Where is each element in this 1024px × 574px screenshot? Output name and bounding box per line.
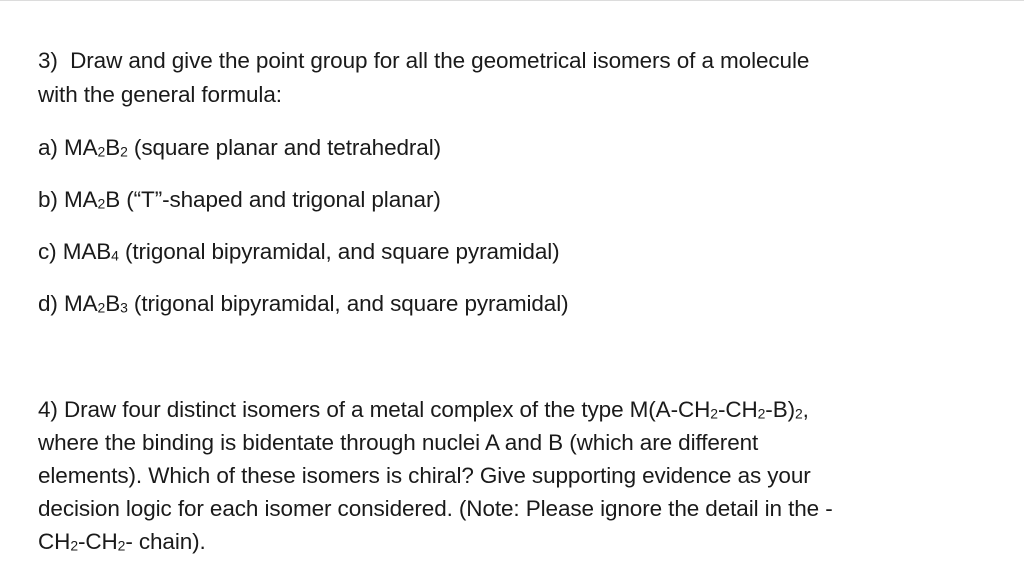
item-description: (trigonal bipyramidal, and square pyramidal) <box>133 291 569 316</box>
formula-subscript: 3 <box>120 299 128 316</box>
formula-text: B <box>105 135 121 160</box>
q3-item-c <box>38 241 560 264</box>
q4-text: , <box>802 397 809 422</box>
formula-subscript: 2 <box>117 537 126 554</box>
q4-line-3 <box>38 465 811 488</box>
q4-text: -CH <box>77 529 118 554</box>
formula-subscript: 2 <box>757 405 766 422</box>
formula-subscript: 2 <box>120 143 128 160</box>
q4-line-2 <box>38 432 758 455</box>
q3-prompt-line-1: Draw and give the point group for all the geometrical isomers of a molecule <box>70 48 810 73</box>
q3-item-d <box>38 293 568 316</box>
q3-item-b <box>38 189 441 212</box>
item-label: a) <box>38 135 58 160</box>
top-divider <box>0 0 1024 1</box>
formula-text: MA <box>63 135 98 160</box>
formula-subscript: 2 <box>97 143 106 160</box>
q3-item-a <box>38 137 441 160</box>
q4-text: where the binding is bidentate through nuclei A and B (which are different <box>38 430 759 455</box>
item-description: (trigonal bipyramidal, and square pyramidal) <box>124 239 560 264</box>
q4-text: -B) <box>765 397 795 422</box>
formula-subscript: 4 <box>111 247 119 264</box>
formula-subscript: 2 <box>795 405 803 422</box>
item-description: (“T”-shaped and trigonal planar) <box>126 187 441 212</box>
formula-text: B <box>105 187 121 212</box>
formula-text: MA <box>63 187 98 212</box>
item-label: d) <box>38 291 58 316</box>
formula-subscript: 2 <box>97 299 106 316</box>
q3-number: 3) <box>38 48 58 73</box>
q4-text: -CH <box>717 397 758 422</box>
formula-text: MAB <box>62 239 112 264</box>
q4-text: - chain). <box>125 529 206 554</box>
q4-line-4 <box>38 498 833 521</box>
q3-line-1 <box>38 50 809 73</box>
q4-text: decision logic for each isomer considered. (Note: Please ignore the detail in the - <box>38 496 833 521</box>
item-label: c) <box>38 239 57 264</box>
formula-subscript: 2 <box>710 405 718 422</box>
q3-prompt-line-2: with the general formula: <box>38 82 282 107</box>
formula-text: MA <box>63 291 98 316</box>
q4-line-5 <box>38 531 206 554</box>
q4-text: elements). Which of these isomers is chiral? Give supporting evidence as your <box>38 463 811 488</box>
formula-subscript: 2 <box>70 537 78 554</box>
q4-line-1 <box>38 399 809 422</box>
formula-subscript: 2 <box>97 195 106 212</box>
formula-text: B <box>105 291 121 316</box>
q4-text: 4) Draw four distinct isomers of a metal complex of the type M(A-CH <box>38 397 711 422</box>
q4-text: CH <box>38 529 71 554</box>
item-label: b) <box>38 187 58 212</box>
item-description: (square planar and tetrahedral) <box>133 135 442 160</box>
q3-line-2 <box>38 84 282 107</box>
